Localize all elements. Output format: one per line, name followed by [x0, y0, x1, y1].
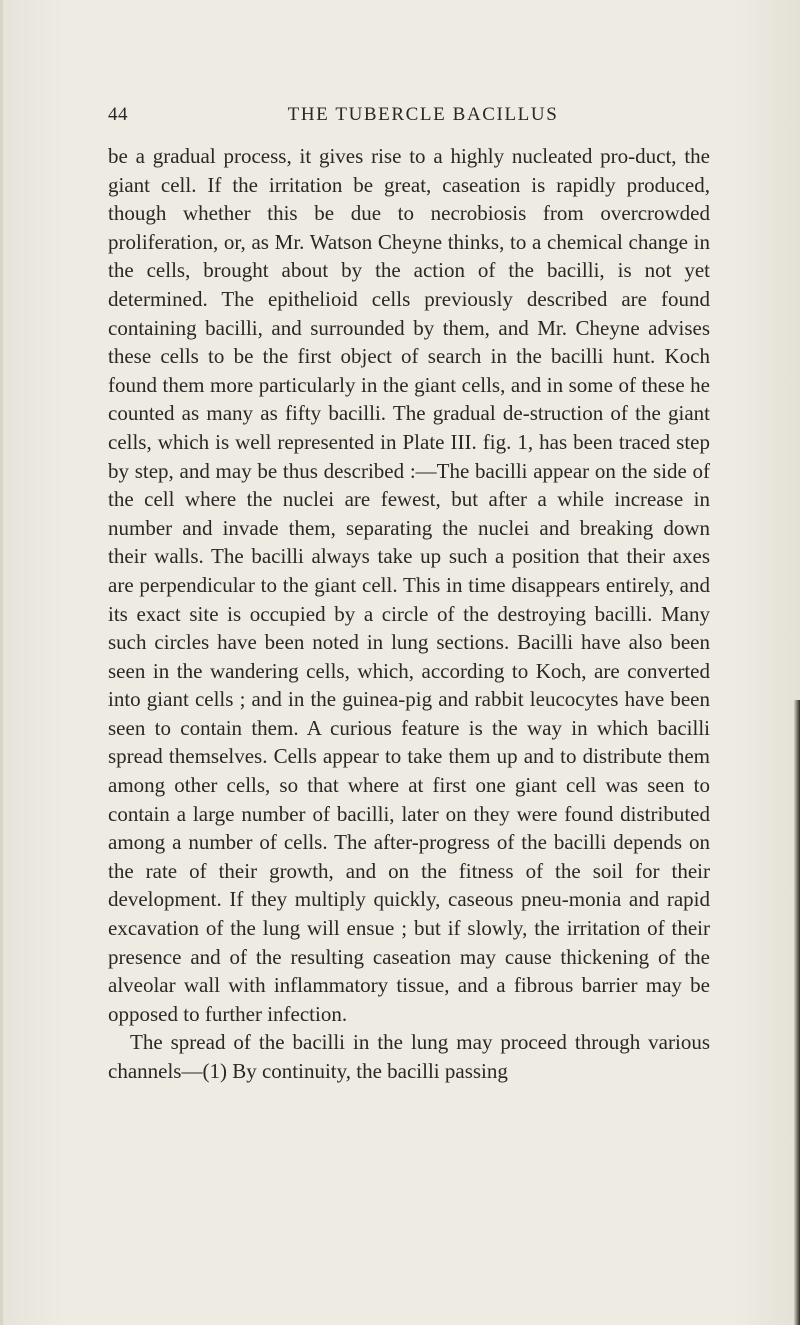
body-text	[108, 142, 710, 1086]
running-head: THE TUBERCLE BACILLUS	[287, 104, 559, 125]
paragraph-2: The spread of the bacilli in the lung may proceed through various channels—(1) By continuity, the bacilli passing	[108, 1030, 710, 1083]
page-header	[108, 100, 708, 132]
page-left-edge	[0, 0, 3, 1325]
page-number: 44	[108, 104, 128, 125]
paragraph-1: be a gradual process, it gives rise to a highly nucleated pro-duct, the giant cell. If the irritation be great, caseation is rapidly produced, though whether this be due to necrobiosis from overcrowded proliferation, or, as Mr. Watson Cheyne thinks, to a chemical change in the cells, brought about by the action of the bacilli, is not yet determined. The epithelioid cells previously described are found containing bacilli, and surrounded by them, and Mr. Cheyne advises these cells to be the first object of search in the bacilli hunt. Koch found them more particularly in the giant cells, and in some of these he counted as many as fifty bacilli. The gradual de-struction of the giant cells, which is well represented in Plate III. fig. 1, has been traced step by step, and may be thus described :—The bacilli appear on the side of the cell where the nuclei are fewest, but after a while increase in number and invade them, separating the nuclei and breaking down their walls. The bacilli always take up such a position that their axes are perpendicular to the giant cell. This in time disappears entirely, and its exact site is occupied by a circle of the destroying bacilli. Many such circles have been noted in lung sections. Bacilli have also been seen in the wandering cells, which, according to Koch, are converted into giant cells ; and in the guinea-pig and rabbit leucocytes have been seen to contain them. A curious feature is the way in which bacilli spread themselves. Cells appear to take them up and to distribute them among other cells, so that where at first one giant cell was seen to contain a large number of bacilli, later on they were found distributed among a number of cells. The after-progress of the bacilli depends on the rate of their growth, and on the fitness of the soil for their development. If they multiply quickly, caseous pneu-monia and rapid excavation of the lung will ensue ; but if slowly, the irritation of their presence and of the resulting caseation may cause thickening of the alveolar wall with inflammatory tissue, and a fibrous barrier may be opposed to further infection.	[108, 144, 710, 1026]
page-right-edge-shadow	[794, 700, 800, 1325]
